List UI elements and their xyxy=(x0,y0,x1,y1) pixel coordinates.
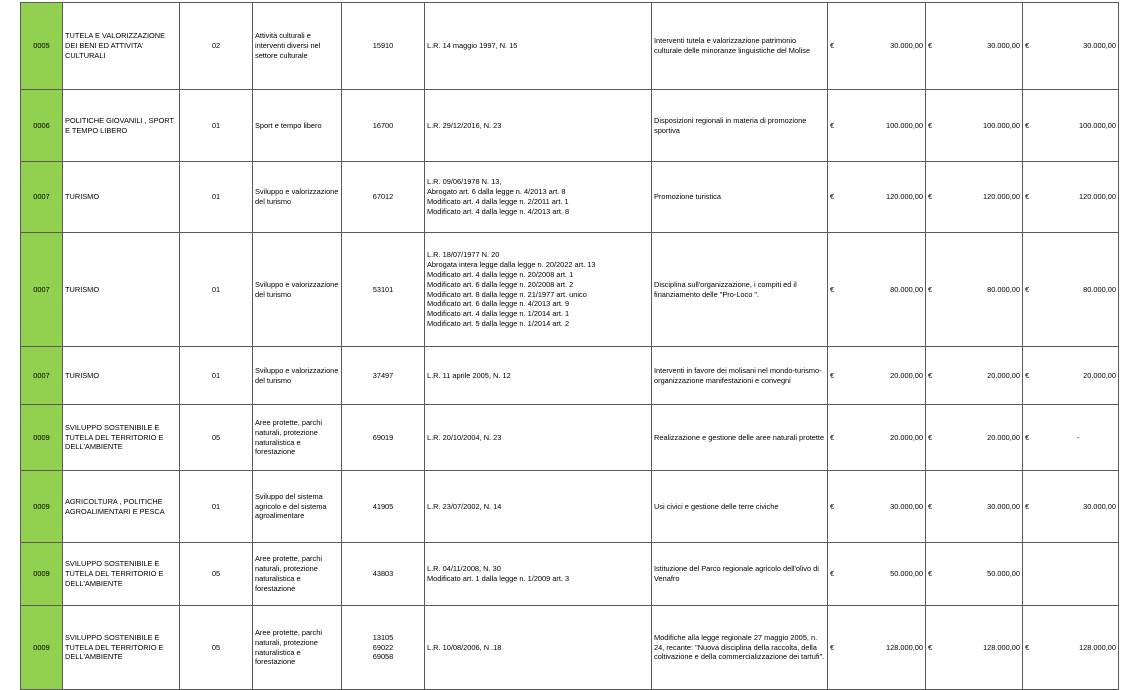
amount-year-2: 20.000,00 xyxy=(942,347,1023,405)
currency-symbol: € xyxy=(828,471,844,543)
currency-symbol: € xyxy=(1023,233,1039,347)
law-reference-cell: L.R. 18/07/1977 N. 20 Abrogata intera legge dalla legge n. 20/2022 art. 13 Modificato art. 4 dalla legge n. 20/2008 art. 1 Modificato art. 6 dalla legge n. 20/2008 art. 2 Modificato art. 8 dalla legge n. 21/1977 art. unico Modificato art. 6 dalla legge n. 4/2013 art. 9 Modificato art. 4 dalla legge n. 1/2014 art. 1 Modificato art. 5 dalla legge n. 1/2014 art. 2 xyxy=(425,233,652,347)
currency-symbol: € xyxy=(926,606,942,690)
chapter-cell: 13105 69022 69058 xyxy=(342,606,425,690)
chapter-cell: 41905 xyxy=(342,471,425,543)
currency-symbol: € xyxy=(1023,405,1039,471)
program-code-cell: 01 xyxy=(180,162,253,233)
currency-symbol: € xyxy=(1023,162,1039,233)
currency-symbol: € xyxy=(926,162,942,233)
amount-year-3: 30.000,00 xyxy=(1039,471,1119,543)
program-code-cell: 02 xyxy=(180,3,253,90)
law-reference-cell: L.R. 09/06/1978 N. 13, Abrogato art. 6 dalla legge n. 4/2013 art. 8 Modificato art. 4 dalla legge n. 2/2011 art. 1 Modificato art. 4 dalla legge n. 4/2013 art. 8 xyxy=(425,162,652,233)
amount-year-2: 128.000,00 xyxy=(942,606,1023,690)
intervention-desc-cell: Interventi tutela e valorizzazione patrimonio culturale delle minoranze linguistiche del Molise xyxy=(652,3,828,90)
currency-symbol: € xyxy=(828,90,844,162)
amount-year-1: 20.000,00 xyxy=(844,347,926,405)
table-row xyxy=(21,606,1119,690)
currency-symbol: € xyxy=(828,347,844,405)
currency-symbol: € xyxy=(926,90,942,162)
amount-year-3: 100.000,00 xyxy=(1039,90,1119,162)
mission-name-cell: TURISMO xyxy=(63,162,180,233)
program-code-cell: 01 xyxy=(180,347,253,405)
amount-year-2: 30.000,00 xyxy=(942,471,1023,543)
amount-year-3: 80.000,00 xyxy=(1039,233,1119,347)
intervention-desc-cell: Modifiche alla legge regionale 27 maggio 2005, n. 24, recante: "Nuova disciplina della raccolta, della coltivazione e della commercializzazione dei tartufi". xyxy=(652,606,828,690)
chapter-cell: 69019 xyxy=(342,405,425,471)
amount-year-3 xyxy=(1023,543,1119,606)
program-code-cell: 05 xyxy=(180,405,253,471)
amount-year-2: 30.000,00 xyxy=(942,3,1023,90)
mission-code-cell: 0009 xyxy=(21,606,63,690)
mission-name-cell: TURISMO xyxy=(63,233,180,347)
currency-symbol: € xyxy=(926,471,942,543)
program-desc-cell: Sviluppo e valorizzazione del turismo xyxy=(253,162,342,233)
currency-symbol: € xyxy=(828,162,844,233)
program-desc-cell: Aree protette, parchi naturali, protezione naturalistica e forestazione xyxy=(253,543,342,606)
amount-year-3: 128.000,00 xyxy=(1039,606,1119,690)
amount-year-3: 120.000,00 xyxy=(1039,162,1119,233)
amount-year-1: 100.000,00 xyxy=(844,90,926,162)
mission-code-cell: 0009 xyxy=(21,543,63,606)
chapter-cell: 37497 xyxy=(342,347,425,405)
amount-year-2: 120.000,00 xyxy=(942,162,1023,233)
mission-name-cell: AGRICOLTURA , POLITICHE AGROALIMENTARI E PESCA xyxy=(63,471,180,543)
amount-year-2: 20.000,00 xyxy=(942,405,1023,471)
law-reference-cell: L.R. 04/11/2008, N. 30 Modificato art. 1 dalla legge n. 1/2009 art. 3 xyxy=(425,543,652,606)
currency-symbol: € xyxy=(1023,90,1039,162)
amount-year-1: 20.000,00 xyxy=(844,405,926,471)
program-desc-cell: Sport e tempo libero xyxy=(253,90,342,162)
intervention-desc-cell: Promozione turistica xyxy=(652,162,828,233)
table-row xyxy=(21,162,1119,233)
mission-code-cell: 0009 xyxy=(21,471,63,543)
table-row xyxy=(21,233,1119,347)
chapter-cell: 53101 xyxy=(342,233,425,347)
mission-code-cell: 0007 xyxy=(21,347,63,405)
amount-year-1: 50.000,00 xyxy=(844,543,926,606)
program-code-cell: 05 xyxy=(180,606,253,690)
program-desc-cell: Sviluppo del sistema agricolo e del sistema agroalimentare xyxy=(253,471,342,543)
currency-symbol: € xyxy=(1023,3,1039,90)
amount-year-2: 50.000,00 xyxy=(942,543,1023,606)
program-desc-cell: Sviluppo e valorizzazione del turismo xyxy=(253,347,342,405)
currency-symbol: € xyxy=(828,3,844,90)
currency-symbol: € xyxy=(926,347,942,405)
mission-name-cell: SVILUPPO SOSTENIBILE E TUTELA DEL TERRITORIO E DELL'AMBIENTE xyxy=(63,543,180,606)
currency-symbol: € xyxy=(926,3,942,90)
table-row xyxy=(21,3,1119,90)
table-row xyxy=(21,347,1119,405)
amount-year-2: 80.000,00 xyxy=(942,233,1023,347)
currency-symbol: € xyxy=(1023,347,1039,405)
mission-name-cell: SVILUPPO SOSTENIBILE E TUTELA DEL TERRITORIO E DELL'AMBIENTE xyxy=(63,606,180,690)
law-reference-cell: L.R. 20/10/2004, N. 23 xyxy=(425,405,652,471)
amount-year-1: 120.000,00 xyxy=(844,162,926,233)
chapter-cell: 15910 xyxy=(342,3,425,90)
program-desc-cell: Attività culturali e interventi diversi nel settore culturale xyxy=(253,3,342,90)
amount-year-3: 20.000,00 xyxy=(1039,347,1119,405)
mission-code-cell: 0009 xyxy=(21,405,63,471)
currency-symbol: € xyxy=(828,233,844,347)
amount-year-1: 30.000,00 xyxy=(844,471,926,543)
mission-code-cell: 0005 xyxy=(21,3,63,90)
mission-name-cell: TURISMO xyxy=(63,347,180,405)
budget-table xyxy=(20,2,1119,690)
program-desc-cell: Aree protette, parchi naturali, protezione naturalistica e forestazione xyxy=(253,606,342,690)
currency-symbol: € xyxy=(828,606,844,690)
amount-year-3: 30.000,00 xyxy=(1039,3,1119,90)
program-desc-cell: Sviluppo e valorizzazione del turismo xyxy=(253,233,342,347)
law-reference-cell: L.R. 29/12/2016, N. 23 xyxy=(425,90,652,162)
table-row xyxy=(21,405,1119,471)
mission-name-cell: SVILUPPO SOSTENIBILE E TUTELA DEL TERRITORIO E DELL'AMBIENTE xyxy=(63,405,180,471)
program-code-cell: 05 xyxy=(180,543,253,606)
chapter-cell: 43803 xyxy=(342,543,425,606)
currency-symbol: € xyxy=(1023,471,1039,543)
program-code-cell: 01 xyxy=(180,233,253,347)
program-desc-cell: Aree protette, parchi naturali, protezione naturalistica e forestazione xyxy=(253,405,342,471)
intervention-desc-cell: Realizzazione e gestione delle aree naturali protette xyxy=(652,405,828,471)
amount-year-1: 30.000,00 xyxy=(844,3,926,90)
table-row xyxy=(21,543,1119,606)
intervention-desc-cell: Disciplina sull'organizzazione, i compiti ed il finanziamento delle "Pro-Loco ". xyxy=(652,233,828,347)
mission-code-cell: 0007 xyxy=(21,233,63,347)
law-reference-cell: L.R. 11 aprile 2005, N. 12 xyxy=(425,347,652,405)
currency-symbol: € xyxy=(926,233,942,347)
mission-code-cell: 0007 xyxy=(21,162,63,233)
table-row xyxy=(21,90,1119,162)
amount-year-3: - xyxy=(1039,405,1119,471)
currency-symbol: € xyxy=(926,405,942,471)
intervention-desc-cell: Usi civici e gestione delle terre civiche xyxy=(652,471,828,543)
amount-year-1: 128.000,00 xyxy=(844,606,926,690)
intervention-desc-cell: Interventi in favore dei molisani nel mondo-turismo-organizzazione manifestazioni e convegni xyxy=(652,347,828,405)
law-reference-cell: L.R. 23/07/2002, N. 14 xyxy=(425,471,652,543)
amount-year-2: 100.000,00 xyxy=(942,90,1023,162)
program-code-cell: 01 xyxy=(180,471,253,543)
law-reference-cell: L.R. 14 maggio 1997, N. 15 xyxy=(425,3,652,90)
currency-symbol: € xyxy=(828,405,844,471)
table-row xyxy=(21,471,1119,543)
intervention-desc-cell: Istituzione del Parco regionale agricolo dell'olivo di Venafro xyxy=(652,543,828,606)
law-reference-cell: L.R. 10/08/2006, N .18 xyxy=(425,606,652,690)
program-code-cell: 01 xyxy=(180,90,253,162)
currency-symbol: € xyxy=(926,543,942,606)
currency-symbol: € xyxy=(1023,606,1039,690)
intervention-desc-cell: Disposizioni regionali in materia di promozione sportiva xyxy=(652,90,828,162)
chapter-cell: 16700 xyxy=(342,90,425,162)
mission-name-cell: POLITICHE GIOVANILI , SPORT E TEMPO LIBERO xyxy=(63,90,180,162)
chapter-cell: 67012 xyxy=(342,162,425,233)
currency-symbol: € xyxy=(828,543,844,606)
amount-year-1: 80.000,00 xyxy=(844,233,926,347)
mission-code-cell: 0006 xyxy=(21,90,63,162)
mission-name-cell: TUTELA E VALORIZZAZIONE DEI BENI ED ATTIVITA' CULTURALI xyxy=(63,3,180,90)
